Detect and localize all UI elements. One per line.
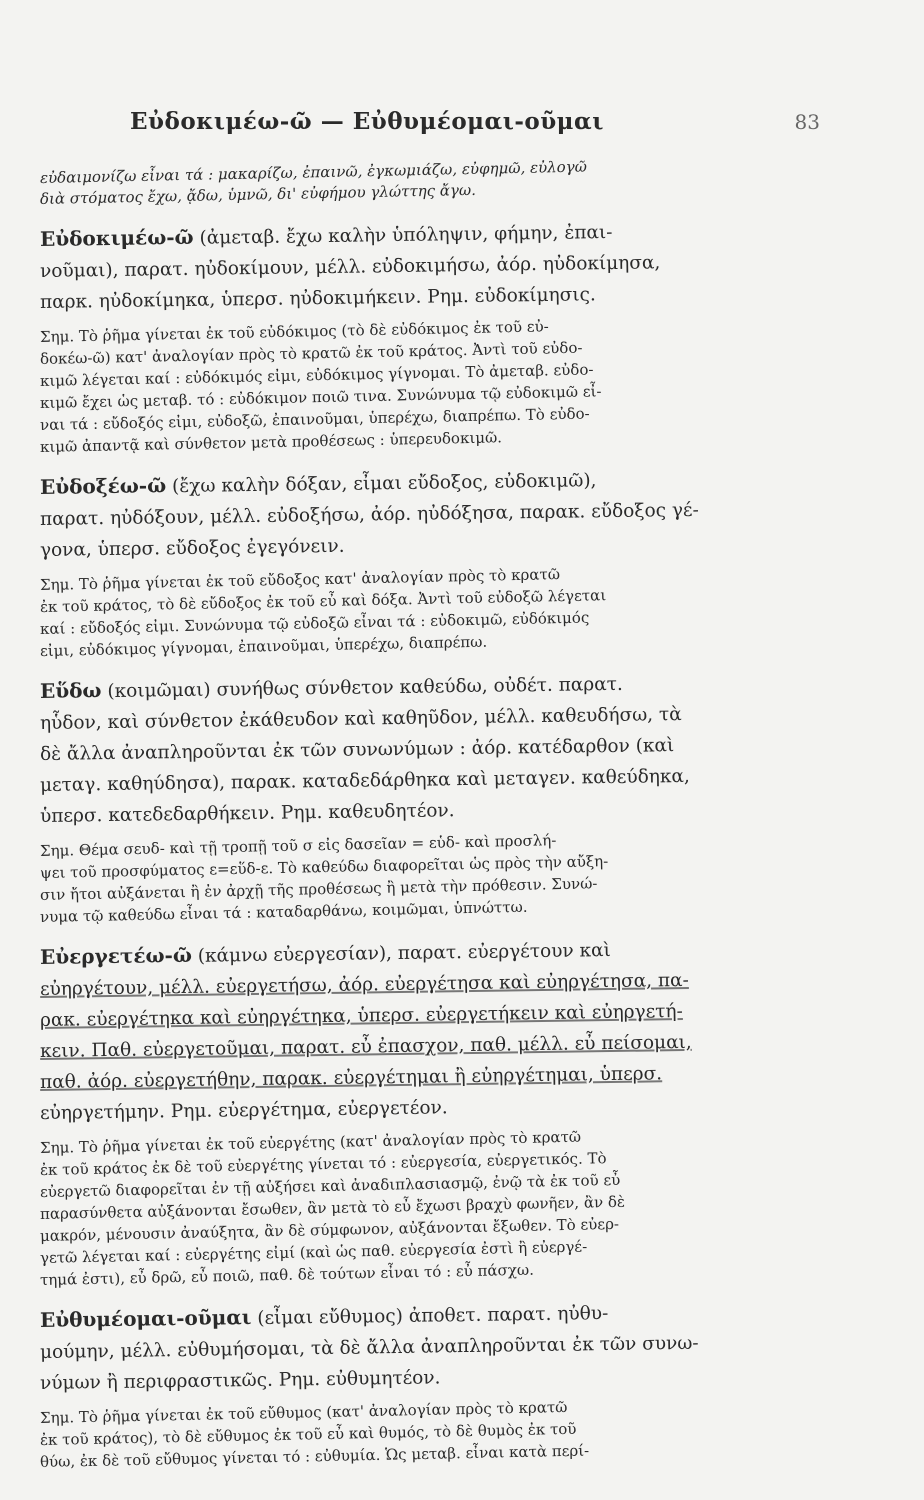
text-line: ἐκ τοῦ κράτος), τὸ δὲ εὔθυμος ἐκ τοῦ εὖ καὶ θυμός, τὸ δὲ θυμὸς ἐκ τοῦ bbox=[39, 1419, 577, 1449]
text-line: Σημ. Τὸ ῥῆμα γίνεται ἐκ τοῦ εὐδόκιμος (τὸ δὲ εὐδόκιμος ἐκ τοῦ εὐ- bbox=[39, 317, 549, 346]
text-line: καί : εὔδοξός εἰμι. Συνώνυμα τῷ εὐδοξῶ εἶναι τά : εὐδοκιμῶ, εὐδόκιμός bbox=[39, 608, 590, 638]
entry-headword: Εὐθυμέομαι-οῦμαι bbox=[39, 1305, 252, 1332]
text-line: μούμην, μέλλ. εὐθυμήσομαι, τὰ δὲ ἄλλα ἀναπληροῦνται ἐκ τῶν συνω- bbox=[39, 1332, 699, 1363]
text-line: κιμῶ ἀπαντᾷ καὶ σύνθετον μετὰ προθέσεως : ὑπερευδοκιμῶ. bbox=[39, 428, 503, 456]
text-line: κιμῶ λέγεται καί : εὐδόκιμός εἰμι, εὐδόκιμος γίγνομαι. Τὸ ἀμεταβ. εὐδο- bbox=[39, 360, 594, 390]
text-line: διὰ στόματος ἔχω, ᾄδω, ὑμνῶ, δι' εὐφήμου γλώττης ἄγω. bbox=[39, 180, 477, 208]
text-line: τημά ἐστι), εὖ δρῶ, εὖ ποιῶ, παθ. δὲ τούτων εἶναι τό : εὖ πάσχω. bbox=[39, 1260, 535, 1289]
text-line: παρασύνθετα αὐξάνονται ἔσωθεν, ἂν μετὰ τὸ εὖ ἔχωσι βραχὺ φωνῆεν, ἂν δὲ bbox=[39, 1192, 626, 1223]
text-line: μεταγ. καθηύδησα), παρακ. καταδεδάρθηκα καὶ μεταγεν. καθεύδηκα, bbox=[39, 765, 690, 796]
entry-note bbox=[39, 831, 832, 928]
text-line: Σημ. Θέμα σευδ- καὶ τῇ τροπῇ τοῦ σ εἰς δασεῖαν = εὑδ- καὶ προσλή- bbox=[39, 831, 557, 860]
text-line: Εὐδοκιμέω-ῶ (ἀμεταβ. ἔχω καλὴν ὑπόληψιν, φήμην, ἐπαι- bbox=[39, 222, 613, 251]
text-line: νοῦμαι), παρατ. ηὐδοκίμουν, μέλλ. εὐδοκιμήσω, ἀόρ. ηὐδοκίμησα, bbox=[39, 252, 661, 282]
text-line: Εὕδω (κοιμῶμαι) συνήθως σύνθετον καθεύδω, οὐδέτ. παρατ. bbox=[39, 673, 623, 703]
text-line: κιμῶ ἔχει ὡς μεταβ. τό : εὐδόκιμον ποιῶ τινα. Συνώνυμα τῷ εὐδοκιμῶ εἶ- bbox=[39, 382, 602, 412]
entry-note bbox=[39, 1127, 832, 1291]
dictionary-entry bbox=[40, 472, 832, 662]
entry-main bbox=[40, 472, 832, 566]
text-line: εὐδαιμονίζω εἶναι τά : μακαρίζω, ἐπαινῶ, ἐγκωμιάζω, εὐφημῶ, εὐλογῶ bbox=[39, 157, 588, 187]
text-line: παρατ. ηὐδόξουν, μέλλ. εὐδοξήσω, ἀόρ. ηὐδόξησα, παρακ. εὔδοξος γέ- bbox=[39, 499, 699, 530]
entry-note bbox=[39, 565, 832, 662]
text-line: νύμων ἢ περιφραστικῶς. Ρημ. εὐθυμητέον. bbox=[39, 1367, 441, 1394]
text-line: θύω, ἐκ δὲ τοῦ εὔθυμος γίνεται τό : εὐθυμία. Ὡς μεταβ. εἶναι κατὰ περί- bbox=[39, 1441, 590, 1471]
text-line: Σημ. Τὸ ῥῆμα γίνεται ἐκ τοῦ εὔδοξος κατ' ἀναλογίαν πρὸς τὸ κρατῶ bbox=[39, 565, 561, 594]
text-line: Εὐεργετέω-ῶ (κάμνω εὐεργεσίαν), παρατ. εὐεργέτουν καὶ bbox=[39, 940, 611, 969]
entry-headword: Εὐδοξέω-ῶ bbox=[39, 473, 167, 499]
text-line: ηὗδον, καὶ σύνθετον ἐκάθευδον καὶ καθηῦδον, μέλλ. καθευδήσω, τὰ bbox=[39, 704, 682, 734]
text-line: Εὐθυμέομαι-οῦμαι (εἶμαι εὔθυμος) ἀποθετ. παρατ. ηὐθυ- bbox=[39, 1303, 609, 1332]
text-line: Εὐδοξέω-ῶ (ἔχω καλὴν δόξαν, εἶμαι εὔδοξος, εὐδοκιμῶ), bbox=[39, 470, 597, 499]
text-line: ναι τά : εὔδοξός εἰμι, εὐδοξῶ, ἐπαινοῦμαι, ὑπερέχω, διαπρέπω. Τὸ εὐδο- bbox=[39, 404, 590, 434]
text-line: δοκέω-ῶ) κατ' ἀναλογίαν πρὸς τὸ κρατῶ ἐκ τοῦ κράτος. Ἀντὶ τοῦ εὐδο- bbox=[39, 338, 583, 368]
entry-main bbox=[40, 942, 832, 1129]
entry-main bbox=[40, 1305, 832, 1399]
entry-main bbox=[39, 673, 832, 832]
intro-continuation bbox=[39, 157, 832, 210]
dictionary-entry bbox=[40, 1305, 832, 1473]
text-line: νυμα τῷ καθεύδω εἶναι τά : καταδαρθάνω, κοιμῶμαι, ὑπνώττω. bbox=[39, 897, 528, 926]
entry-headword: Εὕδω bbox=[39, 678, 102, 703]
text-line: δὲ ἄλλα ἀναπληροῦνται ἐκ τῶν συνωνύμων : ἀόρ. κατέδαρθον (καὶ bbox=[39, 735, 675, 765]
entry-note bbox=[39, 317, 832, 458]
entry-headword: Εὐδοκιμέω-ῶ bbox=[39, 224, 194, 251]
entry-note bbox=[39, 1397, 832, 1473]
text-line: γετῶ λέγεται καί : εὐεργέτης εἰμί (καὶ ὡς παθ. εὐεργεσία ἐστὶ ἢ εὐεργέ- bbox=[39, 1237, 588, 1267]
dictionary-entry bbox=[39, 673, 832, 928]
text-line: εὐηργετήμην. Ρημ. εὐεργέτημα, εὐεργετέον. bbox=[39, 1097, 448, 1124]
text-line: γονα, ὑπερσ. εὔδοξος ἐγεγόνειν. bbox=[39, 535, 345, 561]
entry-headword: Εὐεργετέω-ῶ bbox=[39, 942, 193, 969]
text-line: ψει τοῦ προσφύματος ε=εὕδ-ε. Τὸ καθεύδω διαφορεῖται ὡς πρὸς τὴν αὔξη- bbox=[39, 852, 609, 882]
text-line: Σημ. Τὸ ῥῆμα γίνεται ἐκ τοῦ εὔθυμος (κατ' ἀναλογίαν πρὸς τὸ κρατῶ bbox=[39, 1397, 568, 1427]
text-line: ἐκ τοῦ κράτος ἐκ δὲ τοῦ εὐεργέτης γίνεται τό : εὐεργεσία, εὐεργετικός. Τὸ bbox=[39, 1149, 607, 1179]
text-line: Σημ. Τὸ ῥῆμα γίνεται ἐκ τοῦ εὐεργέτης (κατ' ἀναλογίαν πρὸς τὸ κρατῶ bbox=[39, 1127, 582, 1157]
text-line: μακρόν, μένουσιν ἀναύξητα, ἂν δὲ σύμφωνον, αὐξάνονται ἔξωθεν. Τὸ εὐερ- bbox=[39, 1214, 620, 1245]
text-line: ὑπερσ. κατεδεδαρθήκειν. Ρημ. καθευδητέον. bbox=[39, 800, 455, 827]
text-line: παθ. ἀόρ. εὐεργετήθην, παρακ. εὐεργέτημαι ἢ εὐηργέτημαι, ὑπερσ. bbox=[39, 1063, 663, 1093]
text-line: κειν. Παθ. εὐεργετοῦμαι, παρατ. εὖ ἐπασχον, παθ. μέλλ. εὖ πείσομαι, bbox=[39, 1031, 692, 1062]
page-number: 83 bbox=[794, 110, 820, 134]
text-line: εἰμι, εὐδόκιμος γίγνομαι, ἐπαινοῦμαι, ὑπερέχω, διαπρέπω. bbox=[39, 632, 488, 660]
dictionary-entry bbox=[40, 942, 832, 1291]
text-line: παρκ. ηὐδοκίμηκα, ὑπερσ. ηὐδοκιμήκειν. Ρημ. εὐδοκίμησις. bbox=[39, 284, 596, 313]
text-line: ρακ. εὐεργέτηκα καὶ εὐηργέτηκα, ὑπερσ. εὐεργετήκειν καὶ εὐηργετή- bbox=[39, 1001, 683, 1031]
dictionary-entry bbox=[40, 224, 832, 458]
text-line: εὐεργετῶ διαφορεῖται ἐν τῇ αὐξήσει καὶ ἀναδιπλασιασμῷ, ἐνῷ τὰ ἐκ τοῦ εὖ bbox=[39, 1170, 621, 1201]
text-line: εὐηργέτουν, μέλλ. εὐεργετήσω, ἀόρ. εὐεργέτησα καὶ εὐηργέτησα, πα- bbox=[39, 969, 689, 1000]
entry-main bbox=[40, 224, 832, 318]
text-line: σιν ἤτοι αὐξάνεται ἢ ἐν ἀρχῇ τῆς προθέσεως ἢ μετὰ τὴν πρόθεσιν. Συνώ- bbox=[39, 874, 598, 904]
text-line: ἐκ τοῦ κράτος, τὸ δὲ εὔδοξος ἐκ τοῦ εὖ καὶ δόξα. Ἀντὶ τοῦ εὐδοξῶ λέγεται bbox=[39, 586, 607, 616]
running-header bbox=[40, 108, 832, 154]
running-head-title: Εὐδοκιμέω-ῶ — Εὐθυμέομαι-οῦμαι bbox=[130, 108, 604, 135]
